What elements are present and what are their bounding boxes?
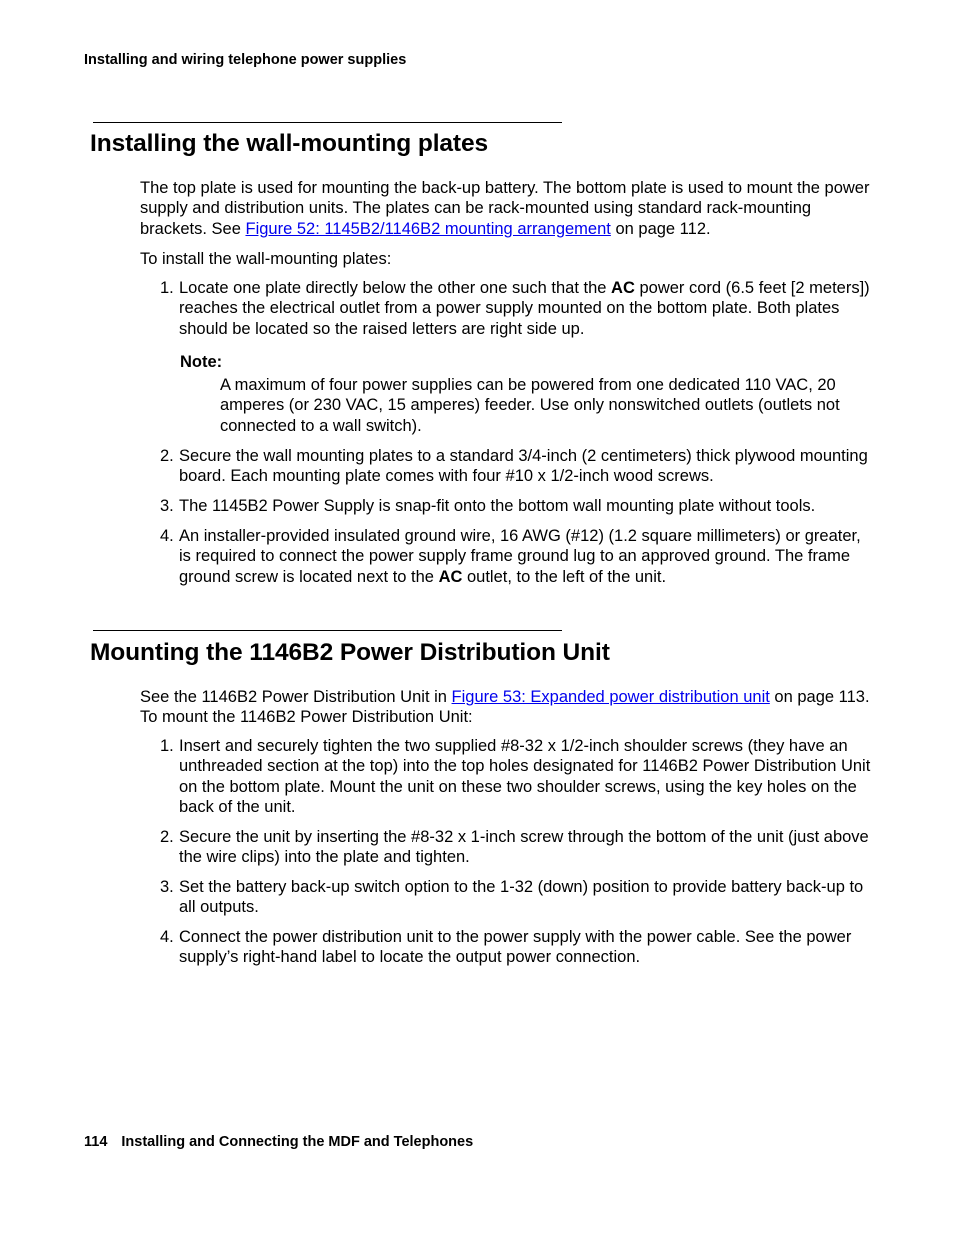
- section-rule-2: [93, 630, 562, 631]
- step-number: 3.: [160, 497, 174, 515]
- step-number: 2.: [160, 828, 174, 846]
- step-number: 4.: [160, 928, 174, 946]
- step-number: 1.: [160, 737, 174, 755]
- section2-step-4: [160, 927, 872, 968]
- step-text-part: outlet, to the left of the unit.: [462, 567, 667, 586]
- section1-intro-text: The top plate is used for mounting the back-up battery. The bottom plate is used to mount the power supply and distribution units. The plates can be rack-mounted using standard rack-mounting brackets. See: [140, 179, 870, 238]
- section1-step-2: [160, 446, 872, 487]
- step-text: [160, 526, 872, 587]
- section1-intro: [140, 178, 870, 239]
- section1-lead: To install the wall-mounting plates:: [140, 250, 392, 268]
- step-text-bold: AC: [438, 567, 463, 586]
- step-number: 4.: [160, 527, 174, 545]
- section2-step-2: [160, 827, 872, 868]
- section1-step-3: [160, 496, 872, 516]
- step-text: [160, 278, 872, 339]
- step-text: Connect the power distribution unit to the power supply with the power cable. See the power supply’s right-hand label to locate the output power connection.: [179, 928, 852, 967]
- figure-53-link[interactable]: Figure 53: Expanded power distribution unit: [451, 688, 770, 706]
- step-text: The 1145B2 Power Supply is snap-fit onto the bottom wall mounting plate without tools.: [179, 497, 816, 515]
- step-text: Secure the unit by inserting the #8-32 x 1-inch screw through the bottom of the unit (just above the wire clips) into the plate and tighten.: [179, 828, 869, 867]
- step-text-part: Locate one plate directly below the other one such that the: [179, 279, 612, 297]
- step-number: 3.: [160, 878, 174, 896]
- step-text: Secure the wall mounting plates to a standard 3/4-inch (2 centimeters) thick plywood mounting board. Each mounting plate comes with four #10 x 1/2-inch wood screws.: [179, 447, 868, 486]
- step-text-bold: AC: [611, 279, 635, 297]
- section2-step-3: [160, 877, 872, 918]
- note-body: A maximum of four power supplies can be powered from one dedicated 110 VAC, 20 amperes (or 230 VAC, 15 amperes) feeder. Use only nonswitched outlets (outlets not connected to a wall switch).: [220, 376, 840, 435]
- section1-intro-tail: on page 112.: [610, 219, 711, 238]
- book-title: Installing and Connecting the MDF and Telephones: [121, 1134, 474, 1150]
- section2-intro-tail: on page 113. To mount the 1146B2 Power Distribution Unit:: [140, 688, 870, 727]
- note-label: Note:: [180, 353, 223, 371]
- step-number: 2.: [160, 447, 174, 465]
- running-header: Installing and wiring telephone power supplies: [84, 52, 407, 68]
- step-text-part: power cord (6.5 feet [2 meters]) reaches the electrical outlet from a power supply mounted on the bottom plate. Both plates should be located so the raised letters are right side up.: [179, 279, 870, 338]
- page-footer: [84, 1134, 473, 1150]
- step-text-part: An installer-provided insulated ground wire, 16 AWG (#12) (1.2 square millimeters) or greater, is required to connect the power supply frame ground lug to an approved ground. The frame ground screw is located next to the: [179, 527, 861, 586]
- figure-52-link[interactable]: Figure 52: 1145B2/1146B2 mounting arrangement: [245, 219, 611, 238]
- section-title-wall-mounting: Installing the wall-mounting plates: [90, 130, 489, 157]
- section2-intro-text: See the 1146B2 Power Distribution Unit in: [140, 688, 452, 706]
- section1-step-1: [160, 278, 872, 339]
- section-title-power-distribution: Mounting the 1146B2 Power Distribution Unit: [90, 639, 610, 666]
- step-text: Insert and securely tighten the two supplied #8-32 x 1/2-inch shoulder screws (they have an unthreaded section at the top) into the top holes designated for 1146B2 Power Distribution Unit on the bottom plate. Mount the unit on these two shoulder screws, using the key holes on the back of the unit.: [179, 737, 871, 817]
- section1-step-4: [160, 526, 872, 587]
- section2-intro: [140, 687, 870, 728]
- page-number: 114: [84, 1134, 108, 1150]
- section-rule-1: [93, 122, 562, 123]
- section2-step-1: [160, 736, 872, 818]
- step-number: 1.: [160, 279, 174, 297]
- step-text: Set the battery back-up switch option to the 1-32 (down) position to provide battery back-up to all outputs.: [179, 878, 864, 917]
